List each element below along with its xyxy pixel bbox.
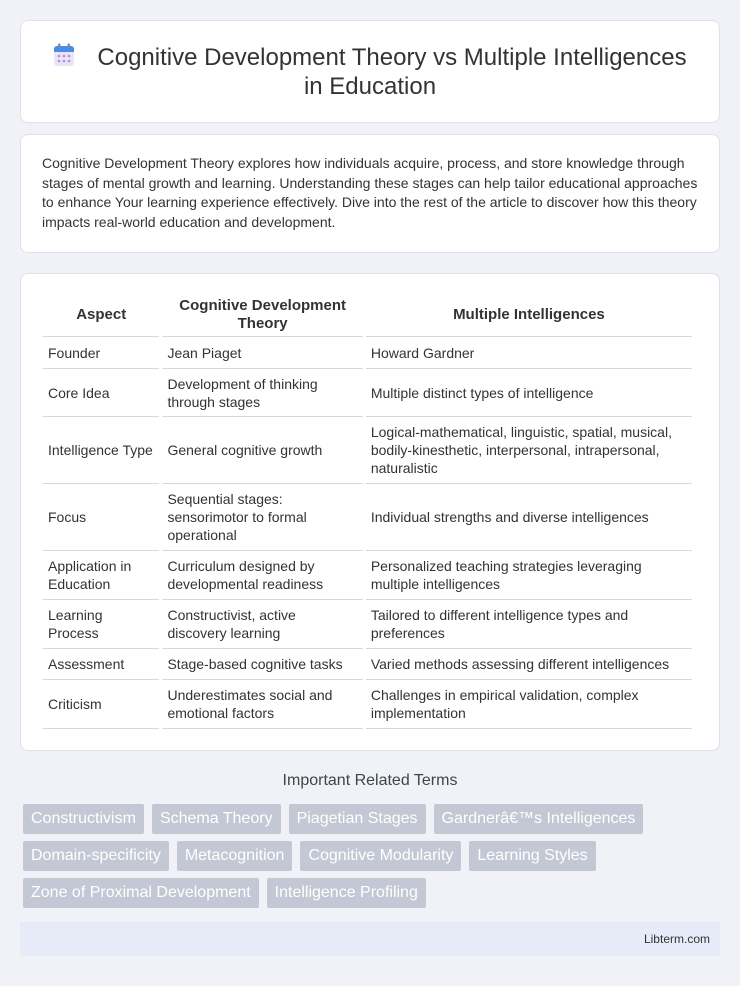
- table-cell: Jean Piaget: [162, 337, 362, 369]
- table-cell: Application in Education: [43, 551, 159, 600]
- table-cell: Sequential stages: sensorimotor to formal operational: [162, 484, 362, 551]
- table-cell: Learning Process: [43, 600, 159, 649]
- table-row: [43, 484, 692, 551]
- table-row: [43, 649, 692, 680]
- table-cell: Intelligence Type: [43, 417, 159, 484]
- table-cell: Varied methods assessing different intelligences: [366, 649, 692, 680]
- header-multiple: Multiple Intelligences: [366, 294, 692, 337]
- tag-intelligence-profiling[interactable]: Intelligence Profiling: [267, 878, 426, 908]
- table-cell: Personalized teaching strategies leveraging multiple intelligences: [366, 551, 692, 600]
- intro-paragraph: Cognitive Development Theory explores how individuals acquire, process, and store knowledge through stages of mental growth and learning. Understanding these stages can help tailor educational approaches to enhance Your learning experience effectively. Dive into the rest of the article to discover how this theory impacts real-world education and development.: [42, 155, 698, 230]
- page-title: [51, 43, 689, 101]
- table-cell: Core Idea: [43, 369, 159, 417]
- tag-piagetian-stages[interactable]: Piagetian Stages: [289, 804, 426, 834]
- tag-row: [23, 878, 723, 908]
- table-cell: Tailored to different intelligence types and preferences: [366, 600, 692, 649]
- table-cell: Development of thinking through stages: [162, 369, 362, 417]
- table-row: [43, 337, 692, 369]
- table-row: [43, 369, 692, 417]
- table-row: [43, 551, 692, 600]
- table-cell: Stage-based cognitive tasks: [162, 649, 362, 680]
- table-cell: Criticism: [43, 680, 159, 729]
- tag-learning-styles[interactable]: Learning Styles: [469, 841, 595, 871]
- comparison-card: [20, 273, 720, 751]
- table-cell: Challenges in empirical validation, complex implementation: [366, 680, 692, 729]
- tag-metacognition[interactable]: Metacognition: [177, 841, 293, 871]
- tag-constructivism[interactable]: Constructivism: [23, 804, 144, 834]
- intro-card: [20, 134, 720, 253]
- title-card: [20, 20, 720, 123]
- table-cell: Underestimates social and emotional factors: [162, 680, 362, 729]
- related-terms-title: Important Related Terms: [282, 772, 458, 789]
- page-title-text: Cognitive Development Theory vs Multiple Intelligences in Education: [97, 43, 687, 100]
- footer-brand-link[interactable]: Libterm.com: [643, 932, 710, 946]
- table-cell: Curriculum designed by developmental readiness: [162, 551, 362, 600]
- footer: [20, 922, 720, 956]
- table-cell: Logical-mathematical, linguistic, spatial, musical, bodily-kinesthetic, interpersonal, intrapersonal, naturalistic: [366, 417, 692, 484]
- tag-row: [23, 804, 723, 834]
- tag-row: [23, 841, 723, 871]
- table-row: [43, 680, 692, 729]
- tag-cognitive-modularity[interactable]: Cognitive Modularity: [300, 841, 461, 871]
- table-cell: General cognitive growth: [162, 417, 362, 484]
- header-cognitive: Cognitive Development Theory: [162, 294, 362, 337]
- table-cell: Focus: [43, 484, 159, 551]
- table-cell: Multiple distinct types of intelligence: [366, 369, 692, 417]
- tag-zone-of-proximal-development[interactable]: Zone of Proximal Development: [23, 878, 259, 908]
- table-header-row: [43, 294, 692, 337]
- tag-domain-specificity[interactable]: Domain-specificity: [23, 841, 169, 871]
- tag-schema-theory[interactable]: Schema Theory: [152, 804, 281, 834]
- table-cell: Founder: [43, 337, 159, 369]
- table-cell: Constructivist, active discovery learning: [162, 600, 362, 649]
- related-terms-list: [23, 804, 723, 915]
- table-cell: Assessment: [43, 649, 159, 680]
- header-aspect: Aspect: [43, 294, 159, 337]
- tag-gardners-intelligences[interactable]: Gardnerâ€™s Intelligences: [434, 804, 644, 834]
- calendar-icon: [53, 43, 75, 67]
- table-row: [43, 600, 692, 649]
- table-row: [43, 417, 692, 484]
- table-cell: Howard Gardner: [366, 337, 692, 369]
- comparison-table: [40, 294, 695, 729]
- table-cell: Individual strengths and diverse intelligences: [366, 484, 692, 551]
